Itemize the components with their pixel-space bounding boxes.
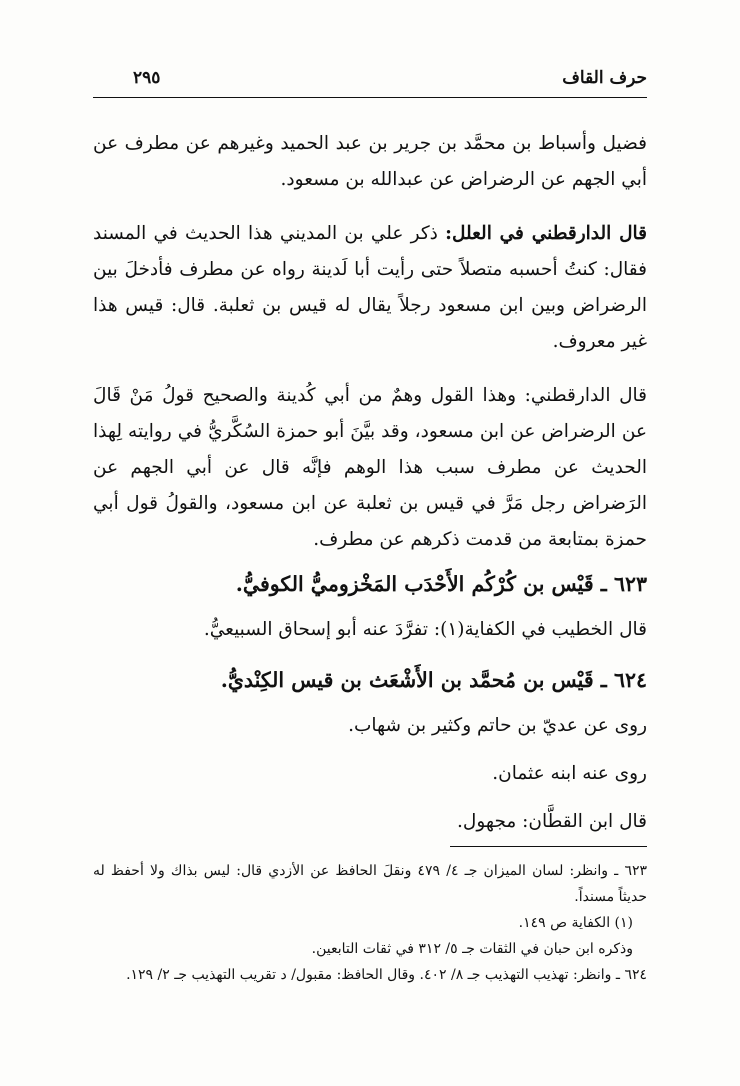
header-rule: [93, 97, 647, 98]
footnote-1-cont: وذكره ابن حبان في الثقات جـ ٥/ ٣١٢ في ثقات التابعين.: [311, 941, 633, 957]
paragraph-6: روى عنه ابنه عثمان.: [492, 763, 647, 784]
paragraph-1: فضيل وأسباط بن محمَّد بن جرير بن عبد الحميد وغيرهم عن مطرف عن أبي الجهم عن الرضراض عن عبدالله بن مسعود.: [93, 133, 647, 190]
footnote-624: ٦٢٤ ـ وانظر: تهذيب التهذيب جـ ٨/ ٤٠٢. وقال الحافظ: مقبول/ د تقريب التهذيب جـ ٢/ ١٢٩.: [126, 967, 647, 983]
main-text: [93, 126, 647, 852]
page-header: [93, 66, 647, 96]
paragraph-2: [93, 216, 647, 360]
paragraph-2-rest: ذكر علي بن المديني هذا الحديث في المسند فقال: كنتُ أحسبه متصلاً حتى رأيت أبا لَدينة رواه عن مطرف فأدخلَ بين الرضراض وبين ابن مسعود رجلاً يقال له قيس بن ثعلبة. قال: قيس هذا غير معروف.: [93, 223, 647, 352]
page-number: ٢٩٥: [133, 68, 161, 88]
footnote-623: ٦٢٣ ـ وانظر: لسان الميزان جـ ٤/ ٤٧٩ ونقلَ الحافظ عن الأزدي قال: ليس بذاك ولا أحفظ له حديثاً مسنداً.: [93, 863, 648, 905]
footnote-rule: [450, 846, 647, 847]
entry-heading-624: ٦٢٤ ـ قَيْس بن مُحمَّد بن الأَشْعَث بن قيس الكِنْديُّ.: [220, 668, 647, 692]
paragraph-7: قال ابن القطَّان: مجهول.: [457, 811, 647, 832]
running-title: حرف القاف: [562, 68, 647, 88]
entry-heading-623: ٦٢٣ ـ قَيْس بن كُرْكُم الأَحْدَب المَخْزوميُّ الكوفيُّ.: [235, 572, 647, 596]
footnote-1: (١) الكفاية ص ١٤٩.: [518, 915, 633, 931]
paragraph-3: قال الدارقطني: وهذا القول وهمٌ من أبي كُدينة والصحيح قولُ مَنْ قَالَ عن الرضراض عن ابن مسعود، وقد بيَّنَ أبو حمزة السُكَّريُّ في روايته لِهذا الحديث عن مطرف سبب هذا الوهم فإنَّه قال عن أبي الجهم عن الرَضراض رجل مَرَّ في قيس بن ثعلبة عن ابن مسعود، والقولُ قول أبي حمزة بمتابعة من قدمت ذكرهم عن مطرف.: [93, 385, 647, 550]
footnotes: [93, 858, 647, 988]
paragraph-2-lead: قال الدارقطني في العلل:: [445, 223, 647, 244]
paragraph-5: روى عن عديّ بن حاتم وكثير بن شهاب.: [348, 715, 647, 736]
paragraph-4: قال الخطيب في الكفاية(١): تفرَّدَ عنه أبو إسحاق السبيعيُّ.: [203, 619, 647, 640]
